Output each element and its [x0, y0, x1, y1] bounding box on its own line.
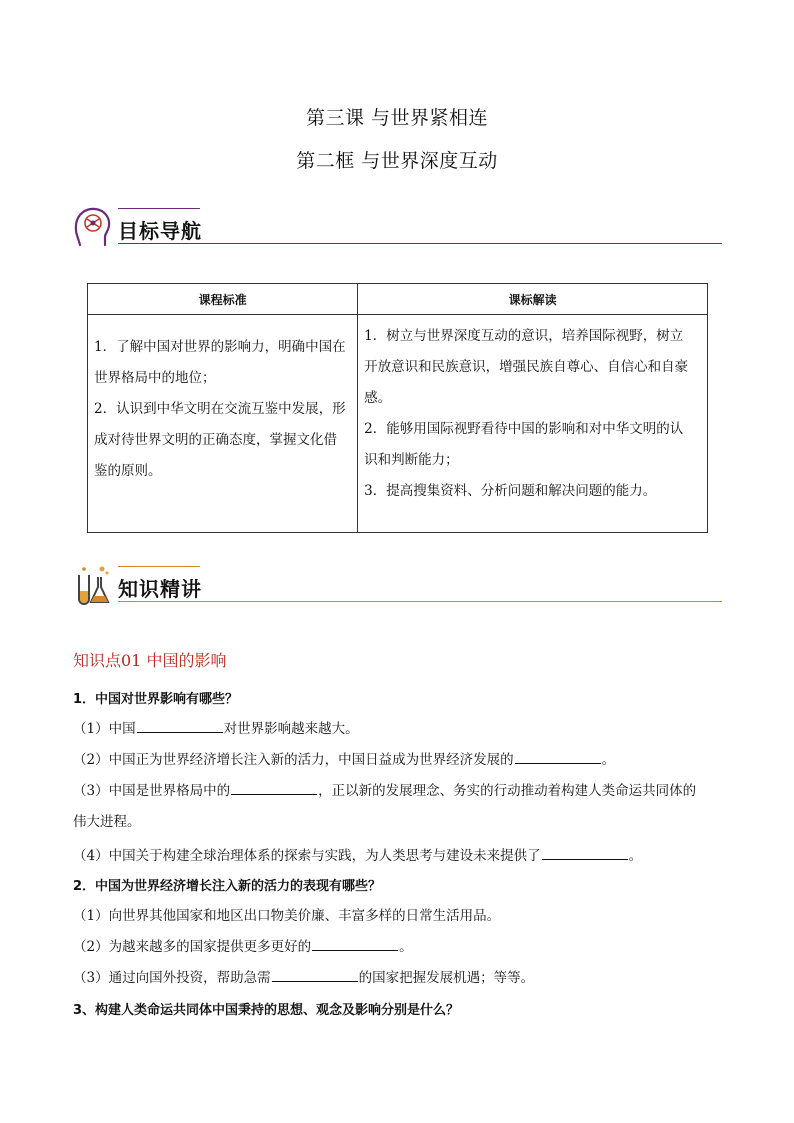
answer-line-b2: （2）为越来越多的国家提供更多更好的 。 — [73, 935, 413, 955]
interpretation-line: 开放意识和民族意识，增强民族自尊心、自信心和自豪 — [364, 359, 689, 375]
lesson-title: 第三课 与世界紧相连 — [305, 107, 489, 129]
brain-head-icon — [72, 205, 112, 249]
answer-line-b1: （1）向世界其他国家和地区出口物美价廉、丰富多样的日常生活用品。 — [73, 908, 501, 924]
interpretation-cell — [358, 315, 708, 533]
standards-line: 2．认识到中华文明在交流互鉴中发展，形 — [94, 401, 346, 417]
question-2: 2．中国为世界经济增长注入新的活力的表现有哪些？ — [73, 879, 382, 894]
lab-flask-icon — [72, 563, 112, 607]
section-divider — [118, 243, 722, 244]
fill-blank[interactable] — [542, 845, 628, 860]
fill-blank[interactable] — [312, 936, 398, 951]
table-header-interpretation: 课标解读 — [358, 284, 708, 315]
table-header-standards: 课程标准 — [88, 284, 358, 315]
interpretation-line: 3．提高搜集资料、分析问题和解决问题的能力。 — [364, 483, 657, 499]
interpretation-line: 1．树立与世界深度互动的意识，培养国际视野，树立 — [364, 328, 684, 344]
section-title: 知识精讲 — [118, 577, 202, 601]
question-1: 1．中国对世界影响有哪些？ — [73, 692, 239, 707]
fill-blank[interactable] — [272, 967, 358, 982]
section-accent-line — [118, 566, 200, 567]
standards-line: 1．了解中国对世界的影响力，明确中国在 — [94, 339, 346, 355]
section-divider — [118, 601, 722, 602]
question-3: 3、构建人类命运共同体中国秉持的思想、观念及影响分别是什么？ — [73, 1003, 460, 1018]
interpretation-line: 2．能够用国际视野看待中国的影响和对中华文明的认 — [364, 421, 684, 437]
fill-blank[interactable] — [137, 718, 223, 733]
section-title: 目标导航 — [118, 219, 202, 243]
section-header-goals — [72, 205, 722, 249]
fill-blank[interactable] — [231, 780, 317, 795]
knowledge-point-title: 知识点01 中国的影响 — [73, 651, 227, 670]
answer-line-3-cont: 伟大进程。 — [73, 814, 141, 830]
section-accent-line — [118, 208, 200, 209]
answer-line-1: （1）中国 对世界影响越来越大。 — [73, 717, 359, 737]
interpretation-line: 感。 — [364, 390, 392, 406]
standards-cell — [88, 315, 358, 533]
standards-line: 世界格局中的地位； — [94, 370, 216, 386]
standards-line: 鉴的原则。 — [94, 463, 162, 479]
fill-blank[interactable] — [515, 749, 601, 764]
answer-line-4: （4）中国关于构建全球治理体系的探索与实践，为人类思考与建设未来提供了 。 — [73, 844, 642, 864]
section-subtitle: 第二框 与世界深度互动 — [296, 150, 498, 172]
interpretation-line: 识和判断能力； — [364, 452, 459, 468]
answer-line-b3: （3）通过向国外投资，帮助急需 的国家把握发展机遇；等等。 — [73, 966, 534, 986]
standards-line: 成对待世界文明的正确态度，掌握文化借 — [94, 432, 337, 448]
curriculum-standards-table — [87, 283, 708, 533]
section-header-knowledge — [72, 563, 722, 607]
answer-line-2: （2）中国正为世界经济增长注入新的活力，中国日益成为世界经济发展的 。 — [73, 748, 615, 768]
answer-line-3: （3）中国是世界格局中的 ，正以新的发展理念、务实的行动推动着构建人类命运共同体的 — [73, 779, 696, 799]
